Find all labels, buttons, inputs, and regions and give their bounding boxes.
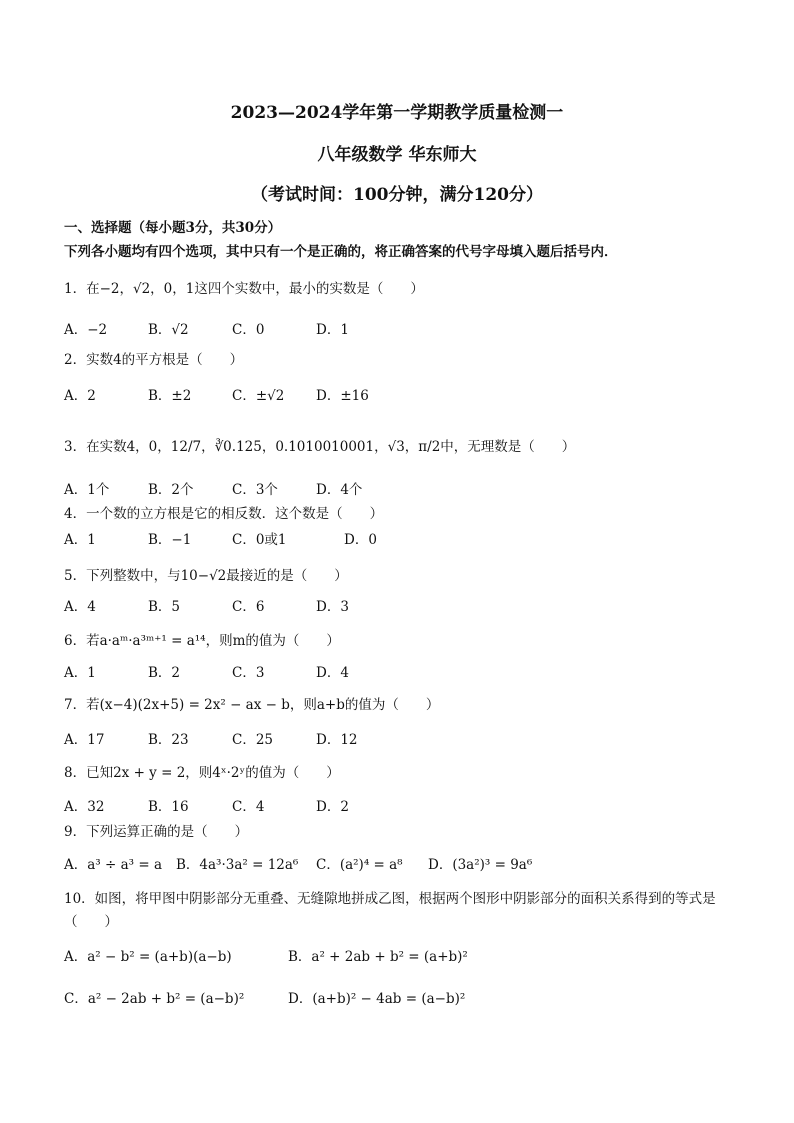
option-b: B．−1 xyxy=(148,532,192,548)
option-c: C．a² − 2ab + b² = (a−b)² xyxy=(64,991,245,1007)
option-c: C．0或1 xyxy=(232,532,287,548)
question-stem: 6．若a·aᵐ·a³ᵐ⁺¹ = a¹⁴，则m的值为（ ） xyxy=(64,633,340,649)
question-stem: 5．下列整数中，与10−√2最接近的是（ ） xyxy=(64,568,348,584)
question-stem: 10．如图，将甲图中阴影部分无重叠、无缝隙地拼成乙图，根据两个图形中阴影部分的面积关系得到的等式是 xyxy=(64,891,716,907)
option-c: C．(a²)⁴ = a⁸ xyxy=(316,857,403,873)
section-instruction: 下列各小题均有四个选项，其中只有一个是正确的，将正确答案的代号字母填入题后括号内． xyxy=(64,244,618,260)
option-c: C．25 xyxy=(232,732,274,748)
option-b: B．√2 xyxy=(148,322,189,338)
option-a: A．17 xyxy=(64,732,105,748)
option-d: D．(a+b)² − 4ab = (a−b)² xyxy=(288,991,466,1007)
option-a: A．1个 xyxy=(64,482,110,498)
option-b: B．a² + 2ab + b² = (a+b)² xyxy=(288,949,468,965)
option-b: B．2个 xyxy=(148,482,194,498)
option-c: C．3个 xyxy=(232,482,278,498)
option-d: D．12 xyxy=(316,732,358,748)
option-d: D．4 xyxy=(316,665,349,681)
section-heading: 一、选择题（每小题3分，共30分） xyxy=(64,220,282,236)
question-stem: 3．在实数4，0，12/7，∛0.125，0.1010010001，√3，π/2中，无理数是（ ） xyxy=(64,439,576,455)
option-a: A．2 xyxy=(64,388,96,404)
option-d: D．±16 xyxy=(316,388,369,404)
option-b: B．4a³·3a² = 12a⁶ xyxy=(176,857,299,873)
option-a: A．−2 xyxy=(64,322,108,338)
question-stem: 4．一个数的立方根是它的相反数．这个数是（ ） xyxy=(64,506,384,522)
question-stem: 2．实数4的平方根是（ ） xyxy=(64,352,244,368)
option-b: B．2 xyxy=(148,665,181,681)
option-d: D．3 xyxy=(316,599,349,615)
option-d: D．1 xyxy=(316,322,349,338)
option-a: A．32 xyxy=(64,799,105,815)
option-a: A．a² − b² = (a+b)(a−b) xyxy=(64,949,232,965)
option-c: C．0 xyxy=(232,322,265,338)
question-stem: 8．已知2x + y = 2，则4ˣ·2ʸ的值为（ ） xyxy=(64,765,340,781)
option-d: D．0 xyxy=(344,532,377,548)
option-a: A．4 xyxy=(64,599,96,615)
option-c: C．±√2 xyxy=(232,388,285,404)
exam-title: 2023—2024学年第一学期教学质量检测一 xyxy=(230,103,564,123)
option-b: B．5 xyxy=(148,599,181,615)
exam-subject: 八年级数学 华东师大 xyxy=(317,145,477,165)
option-c: C．4 xyxy=(232,799,265,815)
option-b: B．16 xyxy=(148,799,189,815)
option-c: C．3 xyxy=(232,665,265,681)
option-b: B．±2 xyxy=(148,388,192,404)
option-a: A．1 xyxy=(64,665,96,681)
option-b: B．23 xyxy=(148,732,189,748)
question-stem: 9．下列运算正确的是（ ） xyxy=(64,824,249,840)
option-d: D．(3a²)³ = 9a⁶ xyxy=(428,857,533,873)
option-c: C．6 xyxy=(232,599,265,615)
option-d: D．2 xyxy=(316,799,349,815)
option-a: A．a³ ÷ a³ = a xyxy=(64,857,163,873)
question-stem: 1．在−2，√2，0，1这四个实数中，最小的实数是（ ） xyxy=(64,281,424,297)
question-stem-continued: （ ） xyxy=(64,914,118,930)
option-a: A．1 xyxy=(64,532,96,548)
question-stem: 7．若(x−4)(2x+5) = 2x² − ax − b，则a+b的值为（ ） xyxy=(64,697,440,713)
exam-info: （考试时间：100分钟，满分120分） xyxy=(251,185,543,205)
option-d: D．4个 xyxy=(316,482,363,498)
